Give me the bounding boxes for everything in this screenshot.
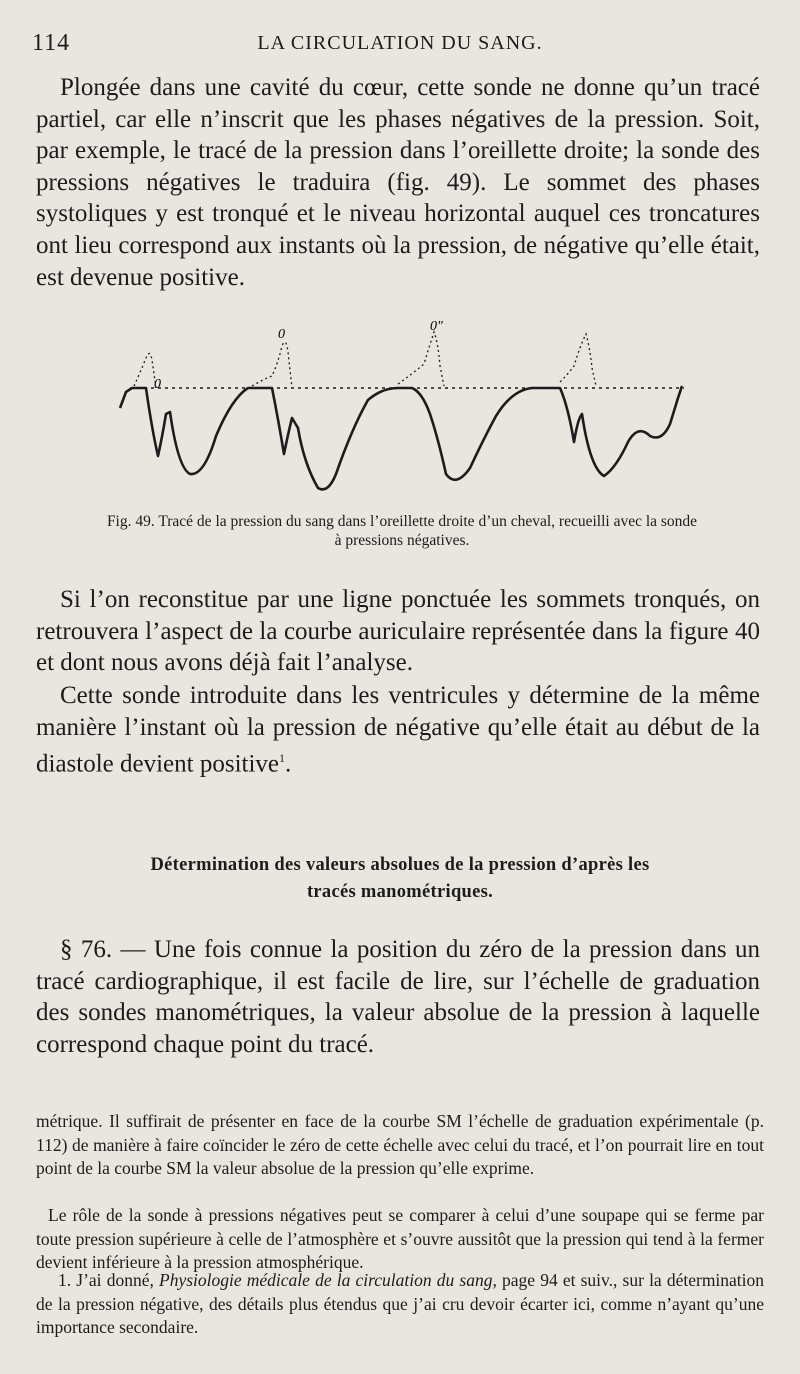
figure-caption <box>48 512 756 550</box>
page-header <box>32 30 768 62</box>
dotted-peak-1 <box>134 353 156 388</box>
footnote <box>36 1269 764 1340</box>
paragraph-3 <box>36 680 760 780</box>
paragraph-2: Si l’on reconstitue par une ligne ponctuée les sommets tronqués, on retrouvera l’aspect de la courbe auriculaire représentée dans la figure 40 et dont nous avons déjà fait l’analyse. <box>36 586 760 677</box>
zero-label-middle: 0 <box>278 327 285 342</box>
zero-label-right: 0" <box>430 319 443 334</box>
section-heading-line-2: tracés manométriques. <box>306 882 494 902</box>
small-paragraph-2: Le rôle de la sonde à pressions négatives peut se comparer à celui d’une soupape qui se ferme par toute pression supérieure à celle de l’atmosphère et s’ouvre aussitôt que la pression qui tend à la fermer devient inférieure à la pression atmosphérique. <box>36 1205 764 1272</box>
pressure-trace-figure <box>112 318 702 502</box>
paragraph-1: Plongée dans une cavité du cœur, cette sonde ne donne qu’un tracé partiel, car elle n’inscrit que les phases négatives de la pression. Soit, par exemple, le tracé de la pression dans l’oreillette droite; la sonde des pressions négatives le traduira (fig. 49). Le sommet des phases systoliques y est tronqué et le niveau horizontal auquel ces troncatures ont lieu correspond aux instants où la pression, de négative qu’elle était, est devenue positive. <box>36 74 760 291</box>
dotted-peak-2 <box>252 342 292 388</box>
paragraph-3-text: Cette sonde introduite dans les ventricules y détermine de la même manière l’instant où la pression de négative qu’elle était au début de la diastole devient positive <box>36 682 760 778</box>
footnote-number: 1. <box>58 1270 72 1290</box>
dotted-peak-3 <box>398 332 444 386</box>
caption-line-2: à pressions négatives. <box>334 532 470 549</box>
section-heading <box>40 852 760 906</box>
caption-line-1: Fig. 49. Tracé de la pression du sang dans l’oreillette droite d’un cheval, recueilli avec la sonde <box>106 513 698 530</box>
footnote-text-after: page 94 et suiv., sur la détermination de la pression négative, des détails plus étendus que j’ai cru devoir écarter ici, comme n’ayant qu’une importance secondaire. <box>36 1270 765 1337</box>
footnote-reference: 1 <box>279 751 286 766</box>
paragraph-3-end: . <box>285 750 292 778</box>
solid-trace <box>120 386 682 489</box>
small-paragraph-1: métrique. Il suffirait de présenter en face de la courbe SM l’échelle de graduation expérimentale (p. 112) de manière à faire coïncider le zéro de cette échelle avec celui du tracé, et l’on pourrait lire en tout point de la courbe SM la valeur absolue de la pression qu’elle exprime. <box>36 1111 764 1178</box>
running-title: LA CIRCULATION DU SANG. <box>257 32 543 54</box>
section-heading-line-1: Détermination des valeurs absolues de la pression d’après les <box>150 855 650 875</box>
footnote-book-title: Physiologie médicale de la circulation du sang, <box>159 1270 497 1290</box>
page-number: 114 <box>32 30 71 56</box>
figure-49 <box>112 318 702 502</box>
zero-label-left: 0 <box>154 377 161 392</box>
footnote-text-before: J’ai donné, <box>76 1270 154 1290</box>
paragraph-4: § 76. — Une fois connue la position du zéro de la pression dans un tracé cardiographique, il est facile de lire, sur l’échelle de graduation des sondes manométriques, la valeur absolue de la pression à laquelle correspond chaque point du tracé. <box>36 936 760 1058</box>
dotted-peak-4 <box>560 334 596 386</box>
